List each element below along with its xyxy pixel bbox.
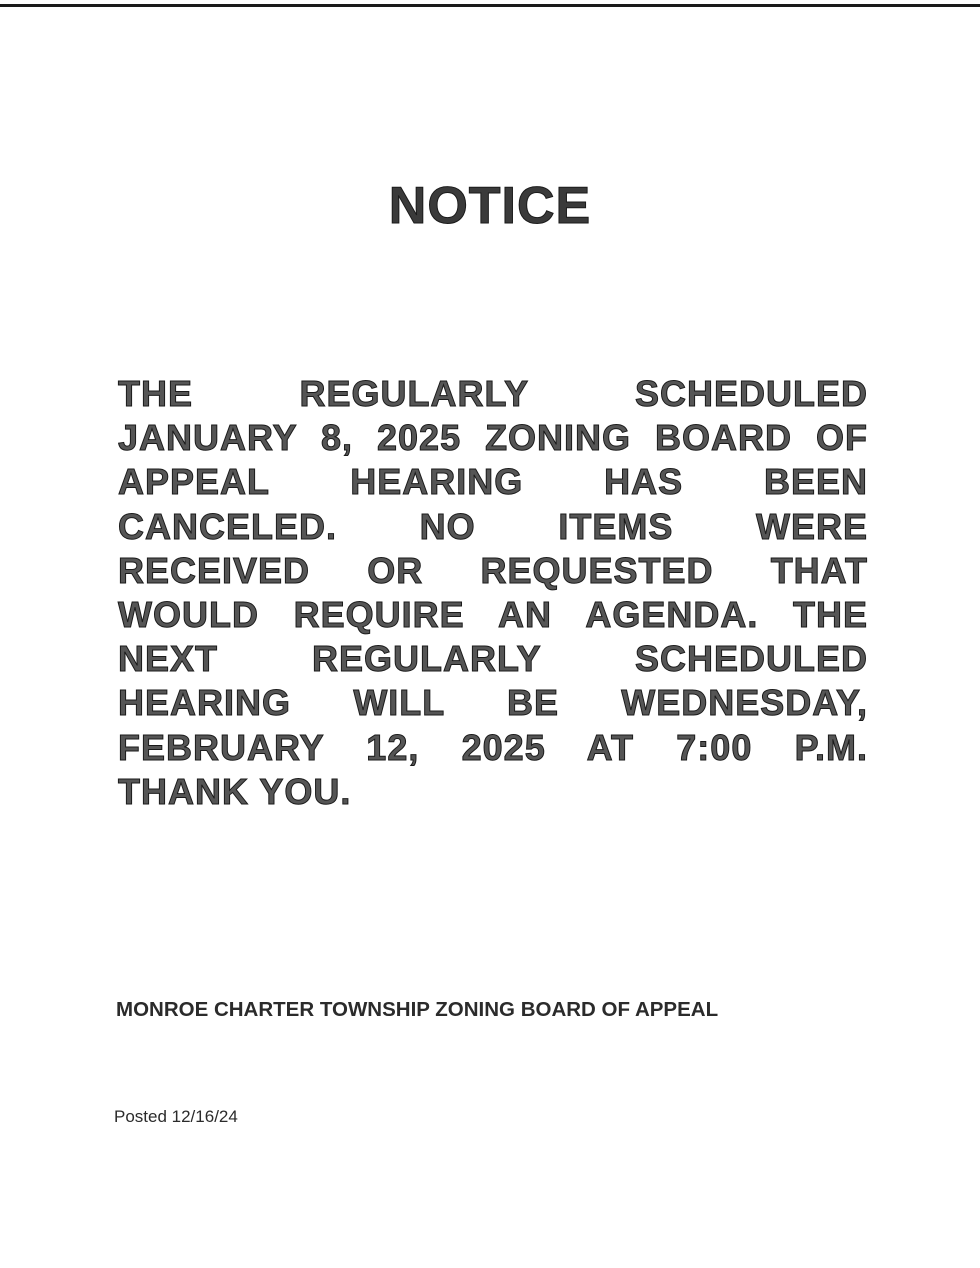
notice-body-line: FEBRUARY 12, 2025 AT 7:00 P.M. — [118, 726, 868, 768]
notice-body-line: WOULD REQUIRE AN AGENDA. THE — [118, 593, 868, 635]
posted-date: Posted 12/16/24 — [114, 1107, 238, 1126]
notice-title: NOTICE — [388, 177, 592, 235]
notice-body-line: THANK YOU. — [118, 770, 352, 812]
top-border-rule — [0, 4, 980, 7]
notice-body-line: HEARING WILL BE WEDNESDAY, — [118, 682, 868, 724]
notice-body-line: APPEAL HEARING HAS BEEN — [118, 461, 868, 503]
organization-name: MONROE CHARTER TOWNSHIP ZONING BOARD OF APPEAL — [116, 998, 719, 1021]
notice-body — [118, 372, 868, 814]
notice-body-line: NEXT REGULARLY SCHEDULED — [118, 638, 868, 680]
notice-body-line: THE REGULARLY SCHEDULED — [118, 373, 868, 414]
notice-body-line: JANUARY 8, 2025 ZONING BOARD OF — [118, 417, 868, 459]
notice-body-line: RECEIVED OR REQUESTED THAT — [118, 549, 868, 591]
notice-body-line: CANCELED. NO ITEMS WERE — [118, 505, 868, 547]
